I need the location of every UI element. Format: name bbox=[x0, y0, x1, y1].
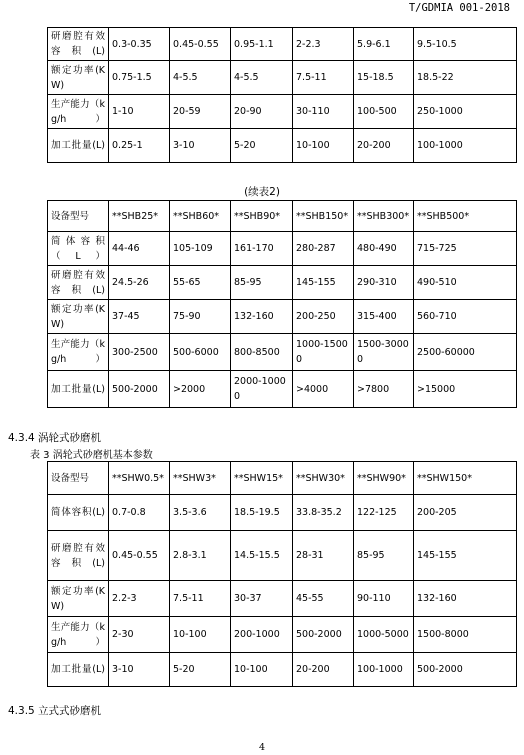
table-cell: 145-155 bbox=[414, 531, 517, 581]
table-cell: 2.2-3 bbox=[109, 581, 170, 617]
table-cell: 55-65 bbox=[170, 266, 231, 300]
table-cell: 200-250 bbox=[293, 300, 354, 334]
row-label: 生产能力（kg/h） bbox=[48, 334, 109, 371]
column-header: **SHW0.5* bbox=[109, 462, 170, 495]
table-cell: >4000 bbox=[293, 371, 354, 408]
table-cell: 10-100 bbox=[170, 617, 231, 653]
document-code: T/GDMIA 001-2018 bbox=[408, 2, 510, 14]
parameter-table-shw bbox=[47, 461, 517, 687]
table-cell: 33.8-35.2 bbox=[293, 495, 354, 531]
column-header: **SHW90* bbox=[354, 462, 414, 495]
table-cell: 85-95 bbox=[231, 266, 293, 300]
row-label: 简体容积（L） bbox=[48, 232, 109, 266]
table-row bbox=[48, 28, 517, 61]
table-cell: 3.5-3.6 bbox=[170, 495, 231, 531]
table-cell: 15-18.5 bbox=[354, 61, 414, 95]
row-label: 加工批量(L) bbox=[48, 371, 109, 408]
table-cell: 44-46 bbox=[109, 232, 170, 266]
page-number: 4 bbox=[258, 742, 266, 753]
table-cell: 560-710 bbox=[414, 300, 517, 334]
table-cell: 18.5-22 bbox=[414, 61, 517, 95]
table-cell: 14.5-15.5 bbox=[231, 531, 293, 581]
row-label: 额定功率(KW) bbox=[48, 300, 109, 334]
table-cell: 490-510 bbox=[414, 266, 517, 300]
table-cell: 480-490 bbox=[354, 232, 414, 266]
table-cell: 20-200 bbox=[293, 653, 354, 687]
table-cell: 100-1000 bbox=[354, 653, 414, 687]
table-cell: 2500-60000 bbox=[414, 334, 517, 371]
table-header-row bbox=[48, 201, 517, 232]
table-cell: 122-125 bbox=[354, 495, 414, 531]
parameter-table-continued bbox=[47, 27, 517, 163]
table-cell: 200-205 bbox=[414, 495, 517, 531]
column-header: **SHB60* bbox=[170, 201, 231, 232]
table-cell: 2000-10000 bbox=[231, 371, 293, 408]
header-label: 设备型号 bbox=[48, 462, 109, 495]
table-cell: 85-95 bbox=[354, 531, 414, 581]
row-label: 生产能力（kg/h） bbox=[48, 95, 109, 129]
table-cell: 0.3-0.35 bbox=[109, 28, 170, 61]
table-cell: 2-30 bbox=[109, 617, 170, 653]
section-heading-4-3-4: 4.3.4 涡轮式砂磨机 bbox=[8, 432, 102, 444]
column-header: **SHB25* bbox=[109, 201, 170, 232]
table-cell: 0.7-0.8 bbox=[109, 495, 170, 531]
table-row bbox=[48, 495, 517, 531]
table-cell: 20-59 bbox=[170, 95, 231, 129]
header-label: 设备型号 bbox=[48, 201, 109, 232]
column-header: **SHB500* bbox=[414, 201, 517, 232]
row-label: 加工批量(L) bbox=[48, 129, 109, 163]
table-cell: 0.45-0.55 bbox=[109, 531, 170, 581]
table-row bbox=[48, 334, 517, 371]
table-cell: 3-10 bbox=[170, 129, 231, 163]
table-cell: 132-160 bbox=[414, 581, 517, 617]
table-cell: 20-200 bbox=[354, 129, 414, 163]
table-row bbox=[48, 581, 517, 617]
table-cell: 161-170 bbox=[231, 232, 293, 266]
table-cell: 100-500 bbox=[354, 95, 414, 129]
table-row bbox=[48, 95, 517, 129]
table-cell: 290-310 bbox=[354, 266, 414, 300]
table-header-row bbox=[48, 462, 517, 495]
table-cell: 5-20 bbox=[170, 653, 231, 687]
table-cell: 3-10 bbox=[109, 653, 170, 687]
table-cell: 1500-8000 bbox=[414, 617, 517, 653]
table-cell: 132-160 bbox=[231, 300, 293, 334]
table-cell: 24.5-26 bbox=[109, 266, 170, 300]
table-cell: 7.5-11 bbox=[170, 581, 231, 617]
table-cell: 500-2000 bbox=[414, 653, 517, 687]
table-cell: 20-90 bbox=[231, 95, 293, 129]
table-cell: >15000 bbox=[414, 371, 517, 408]
table-cell: 1-10 bbox=[109, 95, 170, 129]
table-row bbox=[48, 61, 517, 95]
table-caption-continued: (续表2) bbox=[244, 186, 280, 198]
table-cell: 800-8500 bbox=[231, 334, 293, 371]
table-cell: >7800 bbox=[354, 371, 414, 408]
column-header: **SHB300* bbox=[354, 201, 414, 232]
table-row bbox=[48, 617, 517, 653]
row-label: 生产能力（kg/h） bbox=[48, 617, 109, 653]
table-row bbox=[48, 232, 517, 266]
table-cell: 4-5.5 bbox=[170, 61, 231, 95]
table-row bbox=[48, 266, 517, 300]
column-header: **SHW150* bbox=[414, 462, 517, 495]
row-label: 简体容积(L) bbox=[48, 495, 109, 531]
table-cell: 7.5-11 bbox=[293, 61, 354, 95]
table-cell: 0.95-1.1 bbox=[231, 28, 293, 61]
table-cell: 45-55 bbox=[293, 581, 354, 617]
table-row bbox=[48, 129, 517, 163]
table-cell: 4-5.5 bbox=[231, 61, 293, 95]
table-cell: 105-109 bbox=[170, 232, 231, 266]
table-cell: 315-400 bbox=[354, 300, 414, 334]
section-heading-4-3-5: 4.3.5 立式式砂磨机 bbox=[8, 705, 102, 717]
table-cell: 1000-5000 bbox=[354, 617, 414, 653]
table-cell: 30-37 bbox=[231, 581, 293, 617]
table-row bbox=[48, 531, 517, 581]
row-label: 加工批量(L) bbox=[48, 653, 109, 687]
table-cell: 37-45 bbox=[109, 300, 170, 334]
table-cell: 0.25-1 bbox=[109, 129, 170, 163]
table-cell: 5.9-6.1 bbox=[354, 28, 414, 61]
table-cell: 200-1000 bbox=[231, 617, 293, 653]
table-cell: 10-100 bbox=[231, 653, 293, 687]
table-cell: 145-155 bbox=[293, 266, 354, 300]
table-row bbox=[48, 653, 517, 687]
column-header: **SHB150* bbox=[293, 201, 354, 232]
column-header: **SHW15* bbox=[231, 462, 293, 495]
table-cell: 90-110 bbox=[354, 581, 414, 617]
row-label: 额定功率(KW) bbox=[48, 61, 109, 95]
table-cell: 2-2.3 bbox=[293, 28, 354, 61]
table-cell: 1500-30000 bbox=[354, 334, 414, 371]
table-cell: 500-2000 bbox=[293, 617, 354, 653]
table-cell: 10-100 bbox=[293, 129, 354, 163]
table-cell: 280-287 bbox=[293, 232, 354, 266]
column-header: **SHB90* bbox=[231, 201, 293, 232]
table-3-caption: 表 3 涡轮式砂磨机基本参数 bbox=[30, 450, 153, 461]
table-cell: 28-31 bbox=[293, 531, 354, 581]
row-label: 研磨腔有效容积(L) bbox=[48, 531, 109, 581]
row-label: 研磨腔有效容积(L) bbox=[48, 28, 109, 61]
table-cell: 1000-15000 bbox=[293, 334, 354, 371]
column-header: **SHW3* bbox=[170, 462, 231, 495]
table-cell: 0.75-1.5 bbox=[109, 61, 170, 95]
table-cell: 9.5-10.5 bbox=[414, 28, 517, 61]
table-cell: 2.8-3.1 bbox=[170, 531, 231, 581]
table-row bbox=[48, 300, 517, 334]
table-cell: 0.45-0.55 bbox=[170, 28, 231, 61]
table-cell: 18.5-19.5 bbox=[231, 495, 293, 531]
table-cell: 715-725 bbox=[414, 232, 517, 266]
table-cell: 500-6000 bbox=[170, 334, 231, 371]
column-header: **SHW30* bbox=[293, 462, 354, 495]
table-cell: 300-2500 bbox=[109, 334, 170, 371]
table-cell: 30-110 bbox=[293, 95, 354, 129]
parameter-table-shb bbox=[47, 200, 517, 408]
row-label: 额定功率(KW) bbox=[48, 581, 109, 617]
row-label: 研磨腔有效容积(L) bbox=[48, 266, 109, 300]
table-cell: 5-20 bbox=[231, 129, 293, 163]
table-cell: 100-1000 bbox=[414, 129, 517, 163]
table-cell: 500-2000 bbox=[109, 371, 170, 408]
table-cell: >2000 bbox=[170, 371, 231, 408]
table-row bbox=[48, 371, 517, 408]
table-cell: 250-1000 bbox=[414, 95, 517, 129]
table-cell: 75-90 bbox=[170, 300, 231, 334]
